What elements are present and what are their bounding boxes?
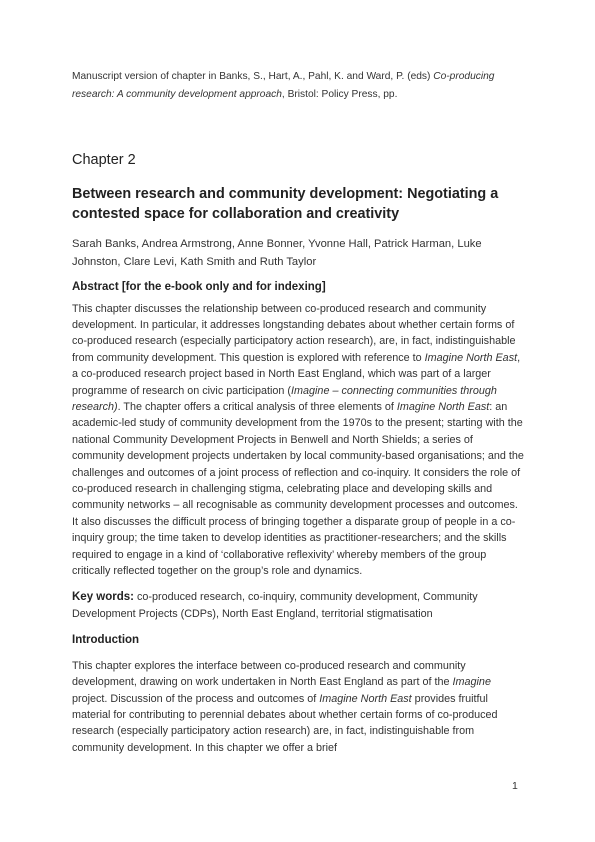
- abstract-text-4: : an academic-led study of community development from the 1970s to the present; starting with the national Community Development Projects in Benwell and North Shields; a series of community development projects undertaken by local community-based organisations; and the challenges and outcomes of a joint process of reflection and co-inquiry. It considers the role of co-produced research in challenging stigma, celebrating place and developing skills and community networks – all recognisable as community development processes and outcomes. It also discusses the difficult process of bringing together a disparate group of people in a co-inquiry group; the time taken to develop identities as practitioner-researchers; and the skills required to engage in a kind of ‘collaborative reflexivity’ whereby members of the group critically reflected together on the group’s role and dynamics.: [72, 400, 524, 577]
- introduction-paragraph: [72, 658, 524, 756]
- keywords: [72, 589, 524, 622]
- page-number: 1: [512, 780, 518, 792]
- abstract-text-1: This chapter discusses the relationship between co-produced research and community development. In particular, it addresses longstanding debates about whether certain forms of co-produced research (especially participatory action research), are, in fact, indistinguishable from community development. This question is explored with reference to: [72, 302, 516, 364]
- manuscript-note-text: Manuscript version of chapter in Banks, S., Hart, A., Pahl, K. and Ward, P. (eds): [72, 71, 434, 82]
- chapter-label: Chapter 2: [72, 152, 136, 168]
- abstract-paragraph: [72, 301, 524, 580]
- chapter-title: Between research and community development: Negotiating a contested space for collaboration and creativity: [72, 186, 499, 222]
- abstract-text-3: . The chapter offers a critical analysis of three elements of: [117, 400, 397, 413]
- introduction-heading: Introduction: [72, 634, 140, 647]
- keywords-label: Key words:: [72, 591, 134, 604]
- abstract-italic-2: Imagine – connecting communities through research): [72, 384, 497, 413]
- intro-italic-2: Imagine North East: [319, 692, 412, 705]
- intro-text-2: project. Discussion of the process and outcomes of: [72, 692, 320, 705]
- abstract-heading: Abstract [for the e-book only and for indexing]: [72, 281, 326, 293]
- intro-text-3: provides fruitful material for contributing to perennial debates about whether certain forms of co-produced research (especially participatory action research) are, in fact, indistinguishable from community development. In this chapter we offer a brief: [72, 692, 498, 754]
- intro-italic-1: Imagine: [452, 676, 491, 689]
- abstract-text-2: , a co-produced research project based in North East England, which was part of a larger programme of research on civic participation (: [72, 351, 521, 397]
- intro-text-1: This chapter explores the interface between co-produced research and community development, drawing on work undertaken in North East England as part of the: [72, 659, 466, 689]
- keywords-text: co-produced research, co-inquiry, community development, Community Development Projects (CDPs), North East England, territorial stigmatisation: [72, 591, 478, 620]
- authors: Sarah Banks, Andrea Armstrong, Anne Bonner, Yvonne Hall, Patrick Harman, Luke Johnston, Clare Levi, Kath Smith and Ruth Taylor: [72, 238, 482, 268]
- abstract-italic-1: Imagine North East: [424, 351, 518, 364]
- page-body: [72, 68, 524, 756]
- manuscript-note-publisher: , Bristol: Policy Press, pp.: [281, 88, 398, 100]
- abstract-italic-3: Imagine North East: [396, 400, 490, 413]
- book-title: Co-producing research: A community development approach: [72, 71, 495, 100]
- manuscript-note: [72, 68, 524, 103]
